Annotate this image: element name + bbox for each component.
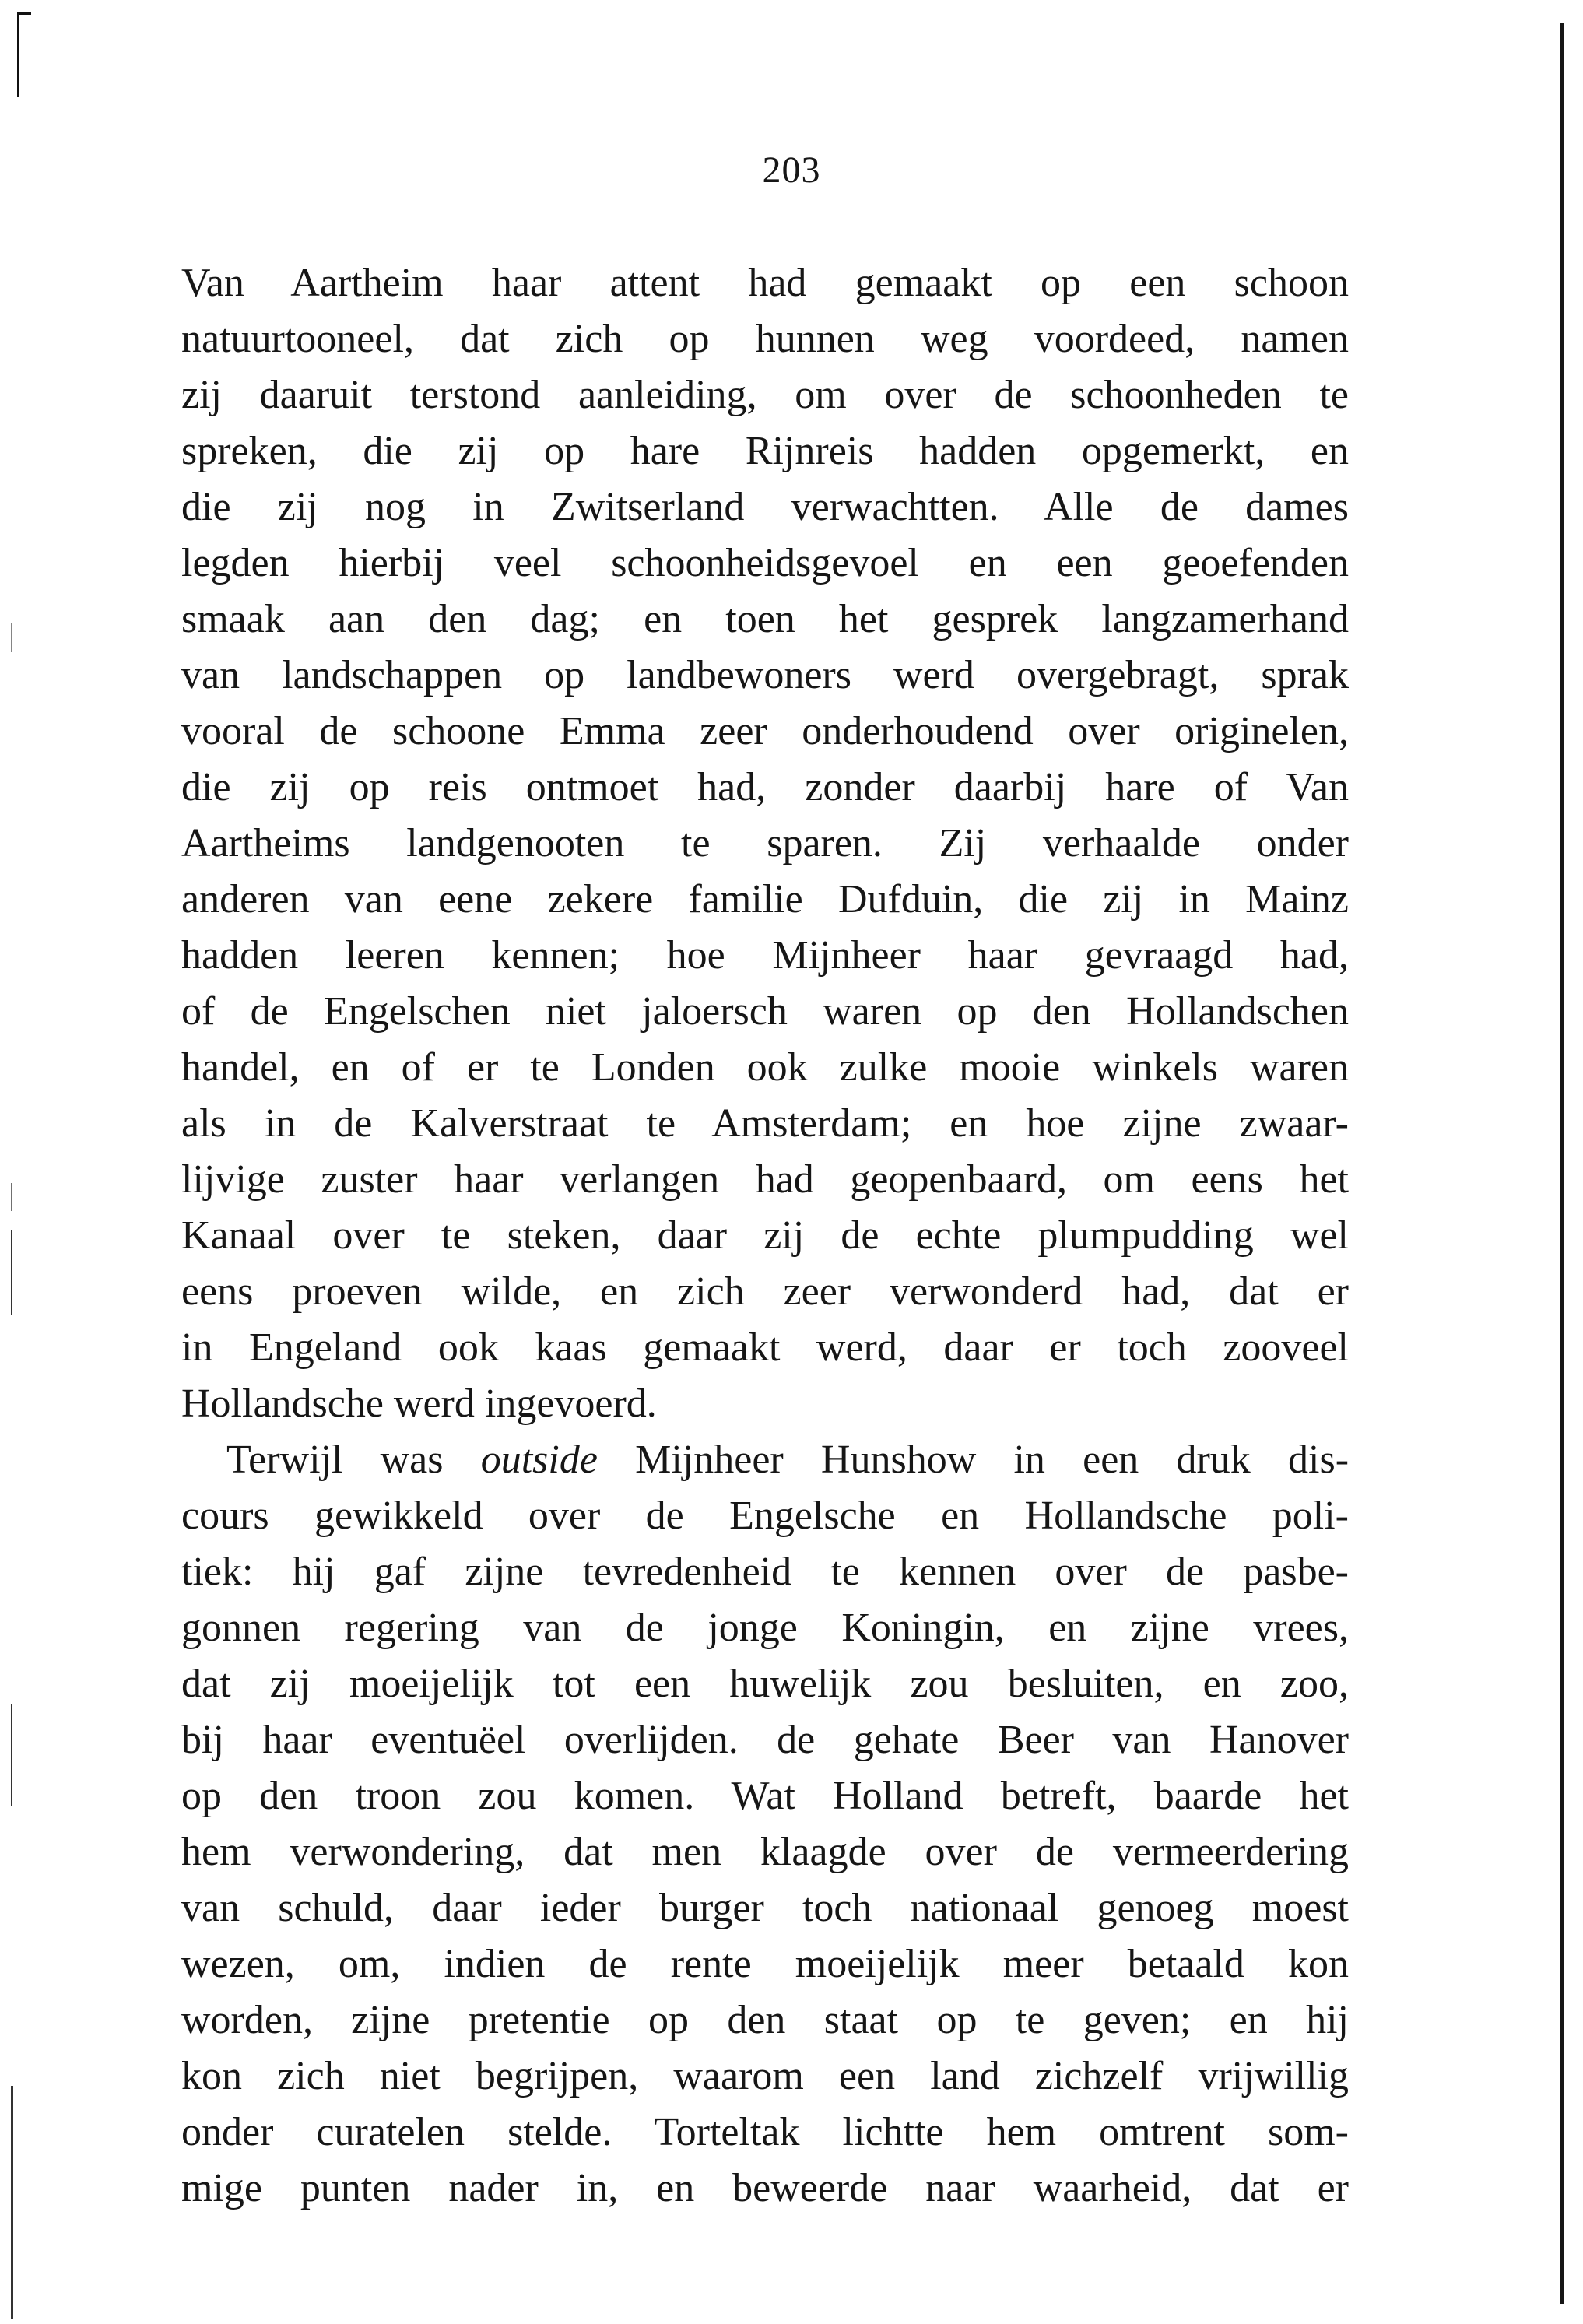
paragraph-end-line: Hollandsche werd ingevoerd. — [181, 1381, 657, 1426]
text-line: bij haar eventuëel overlijden. de gehate Beer van Hanover — [181, 1718, 1349, 1762]
scan-margin-mark — [11, 623, 12, 652]
text-line: als in de Kalverstraat te Amsterdam; en hoe zijne zwaar- — [181, 1101, 1349, 1146]
scan-margin-mark — [11, 1704, 12, 1806]
text-line: Kanaal over te steken, daar zij de echte plumpudding wel — [181, 1213, 1349, 1258]
text-line: onder curatelen stelde. Torteltak lichtte hem omtrent som- — [181, 2110, 1349, 2154]
text-line: smaak aan den dag; en toen het gesprek langzamerhand — [181, 597, 1349, 641]
paragraph-start-line — [181, 1432, 1349, 1488]
text-line: hadden leeren kennen; hoe Mijnheer haar gevraagd had, — [181, 933, 1349, 978]
text-line: anderen van eene zekere familie Dufduin, die zij in Mainz — [181, 877, 1349, 922]
text-line: eens proeven wilde, en zich zeer verwonderd had, dat er — [181, 1269, 1349, 1314]
text-line: lijvige zuster haar verlangen had geopenbaard, om eens het — [181, 1157, 1349, 1202]
text-line: op den troon zou komen. Wat Holland betreft, baarde het — [181, 1774, 1349, 1818]
text-line: hem verwondering, dat men klaagde over de vermeerdering — [181, 1830, 1349, 1874]
text-line: gonnen regering van de jonge Koningin, en zijne vrees, — [181, 1606, 1349, 1650]
text-line: die zij nog in Zwitserland verwachtten. Alle de dames — [181, 485, 1349, 529]
text-line: wezen, om, indien de rente moeijelijk meer betaald kon — [181, 1942, 1349, 1986]
page-number: 203 — [762, 149, 821, 191]
text-line: legden hierbij veel schoonheidsgevoel en een geoefenden — [181, 541, 1349, 585]
text-line: in Engeland ook kaas gemaakt werd, daar er toch zooveel — [181, 1325, 1349, 1370]
text-line: vooral de schoone Emma zeer onderhoudend over originelen, — [181, 709, 1349, 753]
text-line: worden, zijne pretentie op den staat op te geven; en hij — [181, 1998, 1349, 2042]
text-line: mige punten nader in, en beweerde naar waarheid, dat er — [181, 2166, 1349, 2210]
text-line: kon zich niet begrijpen, waarom een land zichzelf vrijwillig — [181, 2054, 1349, 2098]
text-line: of de Engelschen niet jaloersch waren op den Hollandschen — [181, 989, 1349, 1034]
text-line: handel, en of er te Londen ook zulke mooie winkels waren — [181, 1045, 1349, 1090]
text-fragment: Mijnheer Hunshow in een druk dis- — [635, 1438, 1350, 1482]
scan-margin-mark — [11, 2086, 13, 2319]
italic-word: outside — [480, 1438, 598, 1482]
text-line: van schuld, daar ieder burger toch nationaal genoeg moest — [181, 1886, 1349, 1930]
text-line: van landschappen op landbewoners werd overgebragt, sprak — [181, 653, 1349, 697]
text-line: natuurtooneel, dat zich op hunnen weg voordeed, namen — [181, 317, 1349, 361]
text-fragment: Terwijl was — [226, 1438, 444, 1482]
body-text — [181, 255, 1349, 2217]
text-line: tiek: hij gaf zijne tevredenheid te kennen over de pasbe- — [181, 1550, 1349, 1594]
text-line: Van Aartheim haar attent had gemaakt op een schoon — [181, 261, 1349, 305]
text-line: die zij op reis ontmoet had, zonder daarbij hare of Van — [181, 765, 1349, 809]
scan-margin-mark — [11, 1183, 12, 1211]
text-line: Aartheims landgenooten te sparen. Zij verhaalde onder — [181, 821, 1349, 865]
text-line: spreken, die zij op hare Rijnreis hadden opgemerkt, en — [181, 429, 1349, 473]
text-line: cours gewikkeld over de Engelsche en Hollandsche poli- — [181, 1494, 1349, 1538]
scan-edge-line — [1560, 23, 1564, 2304]
scan-corner-mark-vertical — [17, 12, 19, 97]
text-line: zij daaruit terstond aanleiding, om over de schoonheden te — [181, 373, 1349, 417]
scan-margin-mark — [11, 1230, 12, 1315]
text-line: dat zij moeijelijk tot een huwelijk zou besluiten, en zoo, — [181, 1662, 1349, 1706]
